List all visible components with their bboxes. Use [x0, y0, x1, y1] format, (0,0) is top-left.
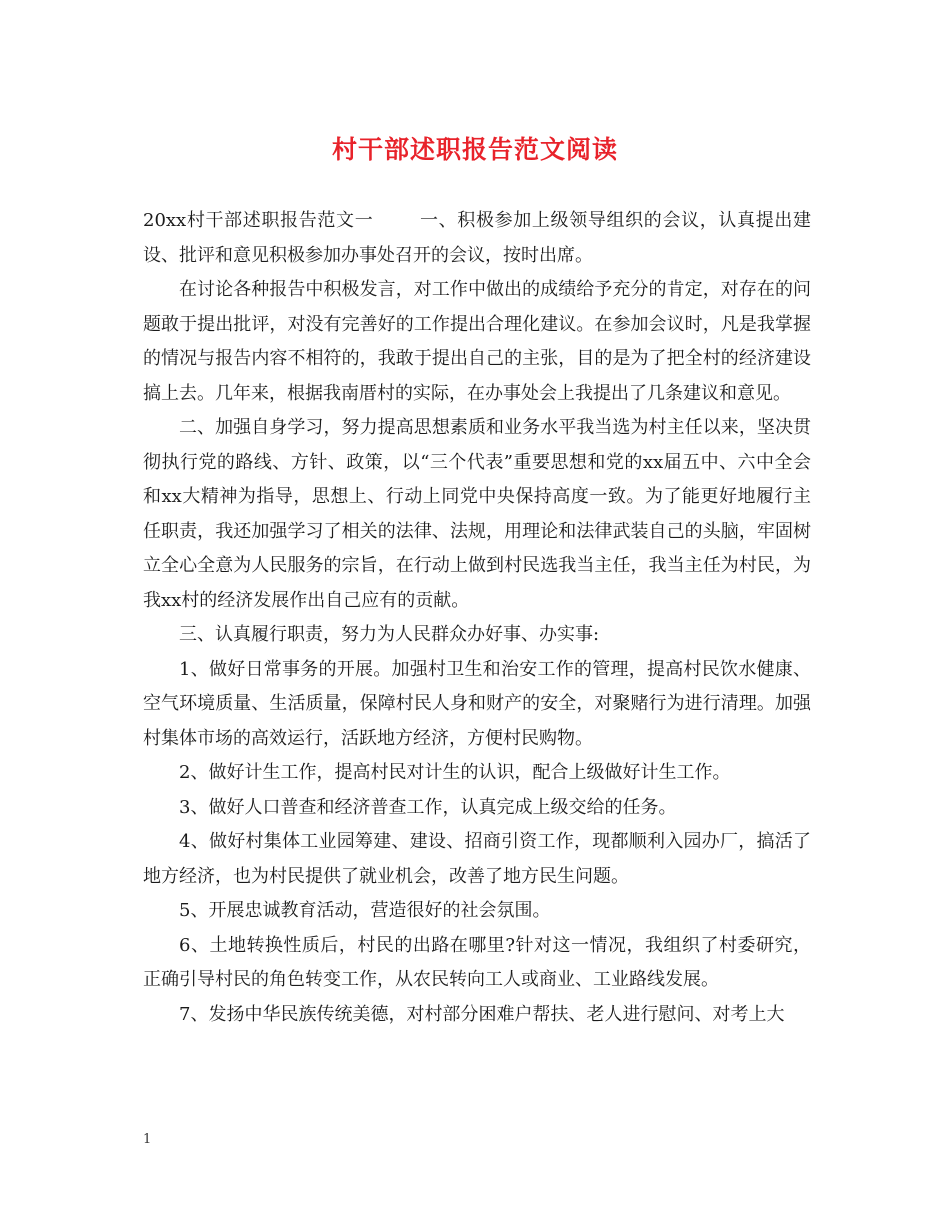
- paragraph: 3、做好人口普查和经济普查工作，认真完成上级交给的任务。: [179, 796, 677, 818]
- paragraph: 2、做好计生工作，提高村民对计生的认识，配合上级做好计生工作。: [179, 762, 731, 783]
- page-number: 1: [143, 1132, 152, 1147]
- paragraph: 5、开展忠诚教育活动，营造很好的社会氛围。: [179, 900, 551, 921]
- paragraph: 4、做好村集体工业园筹建、建设、招商引资工作，现都顺利入园办厂，搞活了地方经济，也为村民提供了就业机会，改善了地方民生问题。: [143, 831, 811, 887]
- intro-paragraph: [143, 204, 811, 273]
- intro-label: 20xx村干部述职报告范文一: [143, 210, 374, 231]
- intro-text: 一、积极参加上级领导组织的会议，认真提出建设、批评和意见积极参加办事处召开的会议，按时出席。: [143, 210, 811, 266]
- paragraph: 1、做好日常事务的开展。加强村卫生和治安工作的管理，提高村民饮水健康、空气环境质量、生活质量，保障村民人身和财产的安全，对聚赌行为进行清理。加强村集体市场的高效运行，活跃地方经济，方便村民购物。: [143, 658, 811, 749]
- paragraph: 二、加强自身学习，努力提高思想素质和业务水平我当选为村主任以来，坚决贯彻执行党的路线、方针、政策，以“三个代表”重要思想和党的xx届五中、六中全会和xx大精神为指导，思想上、行动上同党中央保持高度一致。为了能更好地履行主任职责，我还加强学习了相关的法律、法规，用理论和法律武装自己的头脑，牢固树立全心全意为人民服务的宗旨，在行动上做到村民选我当主任，我当主任为村民，为我xx村的经济发展作出自己应有的贡献。: [143, 417, 811, 611]
- paragraph: 6、土地转换性质后，村民的出路在哪里?针对这一情况，我组织了村委研究，正确引导村民的角色转变工作，从农民转向工人或商业、工业路线发展。: [143, 934, 811, 990]
- paragraph: 三、认真履行职责，努力为人民群众办好事、办实事:: [179, 624, 600, 645]
- paragraph: 在讨论各种报告中积极发言，对工作中做出的成绩给予充分的肯定，对存在的问题敢于提出批评，对没有完善好的工作提出合理化建议。在参加会议时，凡是我掌握的情况与报告内容不相符的，我敢于提出自己的主张，目的是为了把全村的经济建设搞上去。几年来，根据我南厝村的实际，在办事处会上我提出了几条建议和意见。: [143, 279, 811, 404]
- paragraph: 7、发扬中华民族传统美德，对村部分困难户帮扶、老人进行慰问、对考上大: [179, 1003, 785, 1025]
- document-title: 村干部述职报告范文阅读: [331, 135, 618, 164]
- document-body: [143, 204, 811, 1032]
